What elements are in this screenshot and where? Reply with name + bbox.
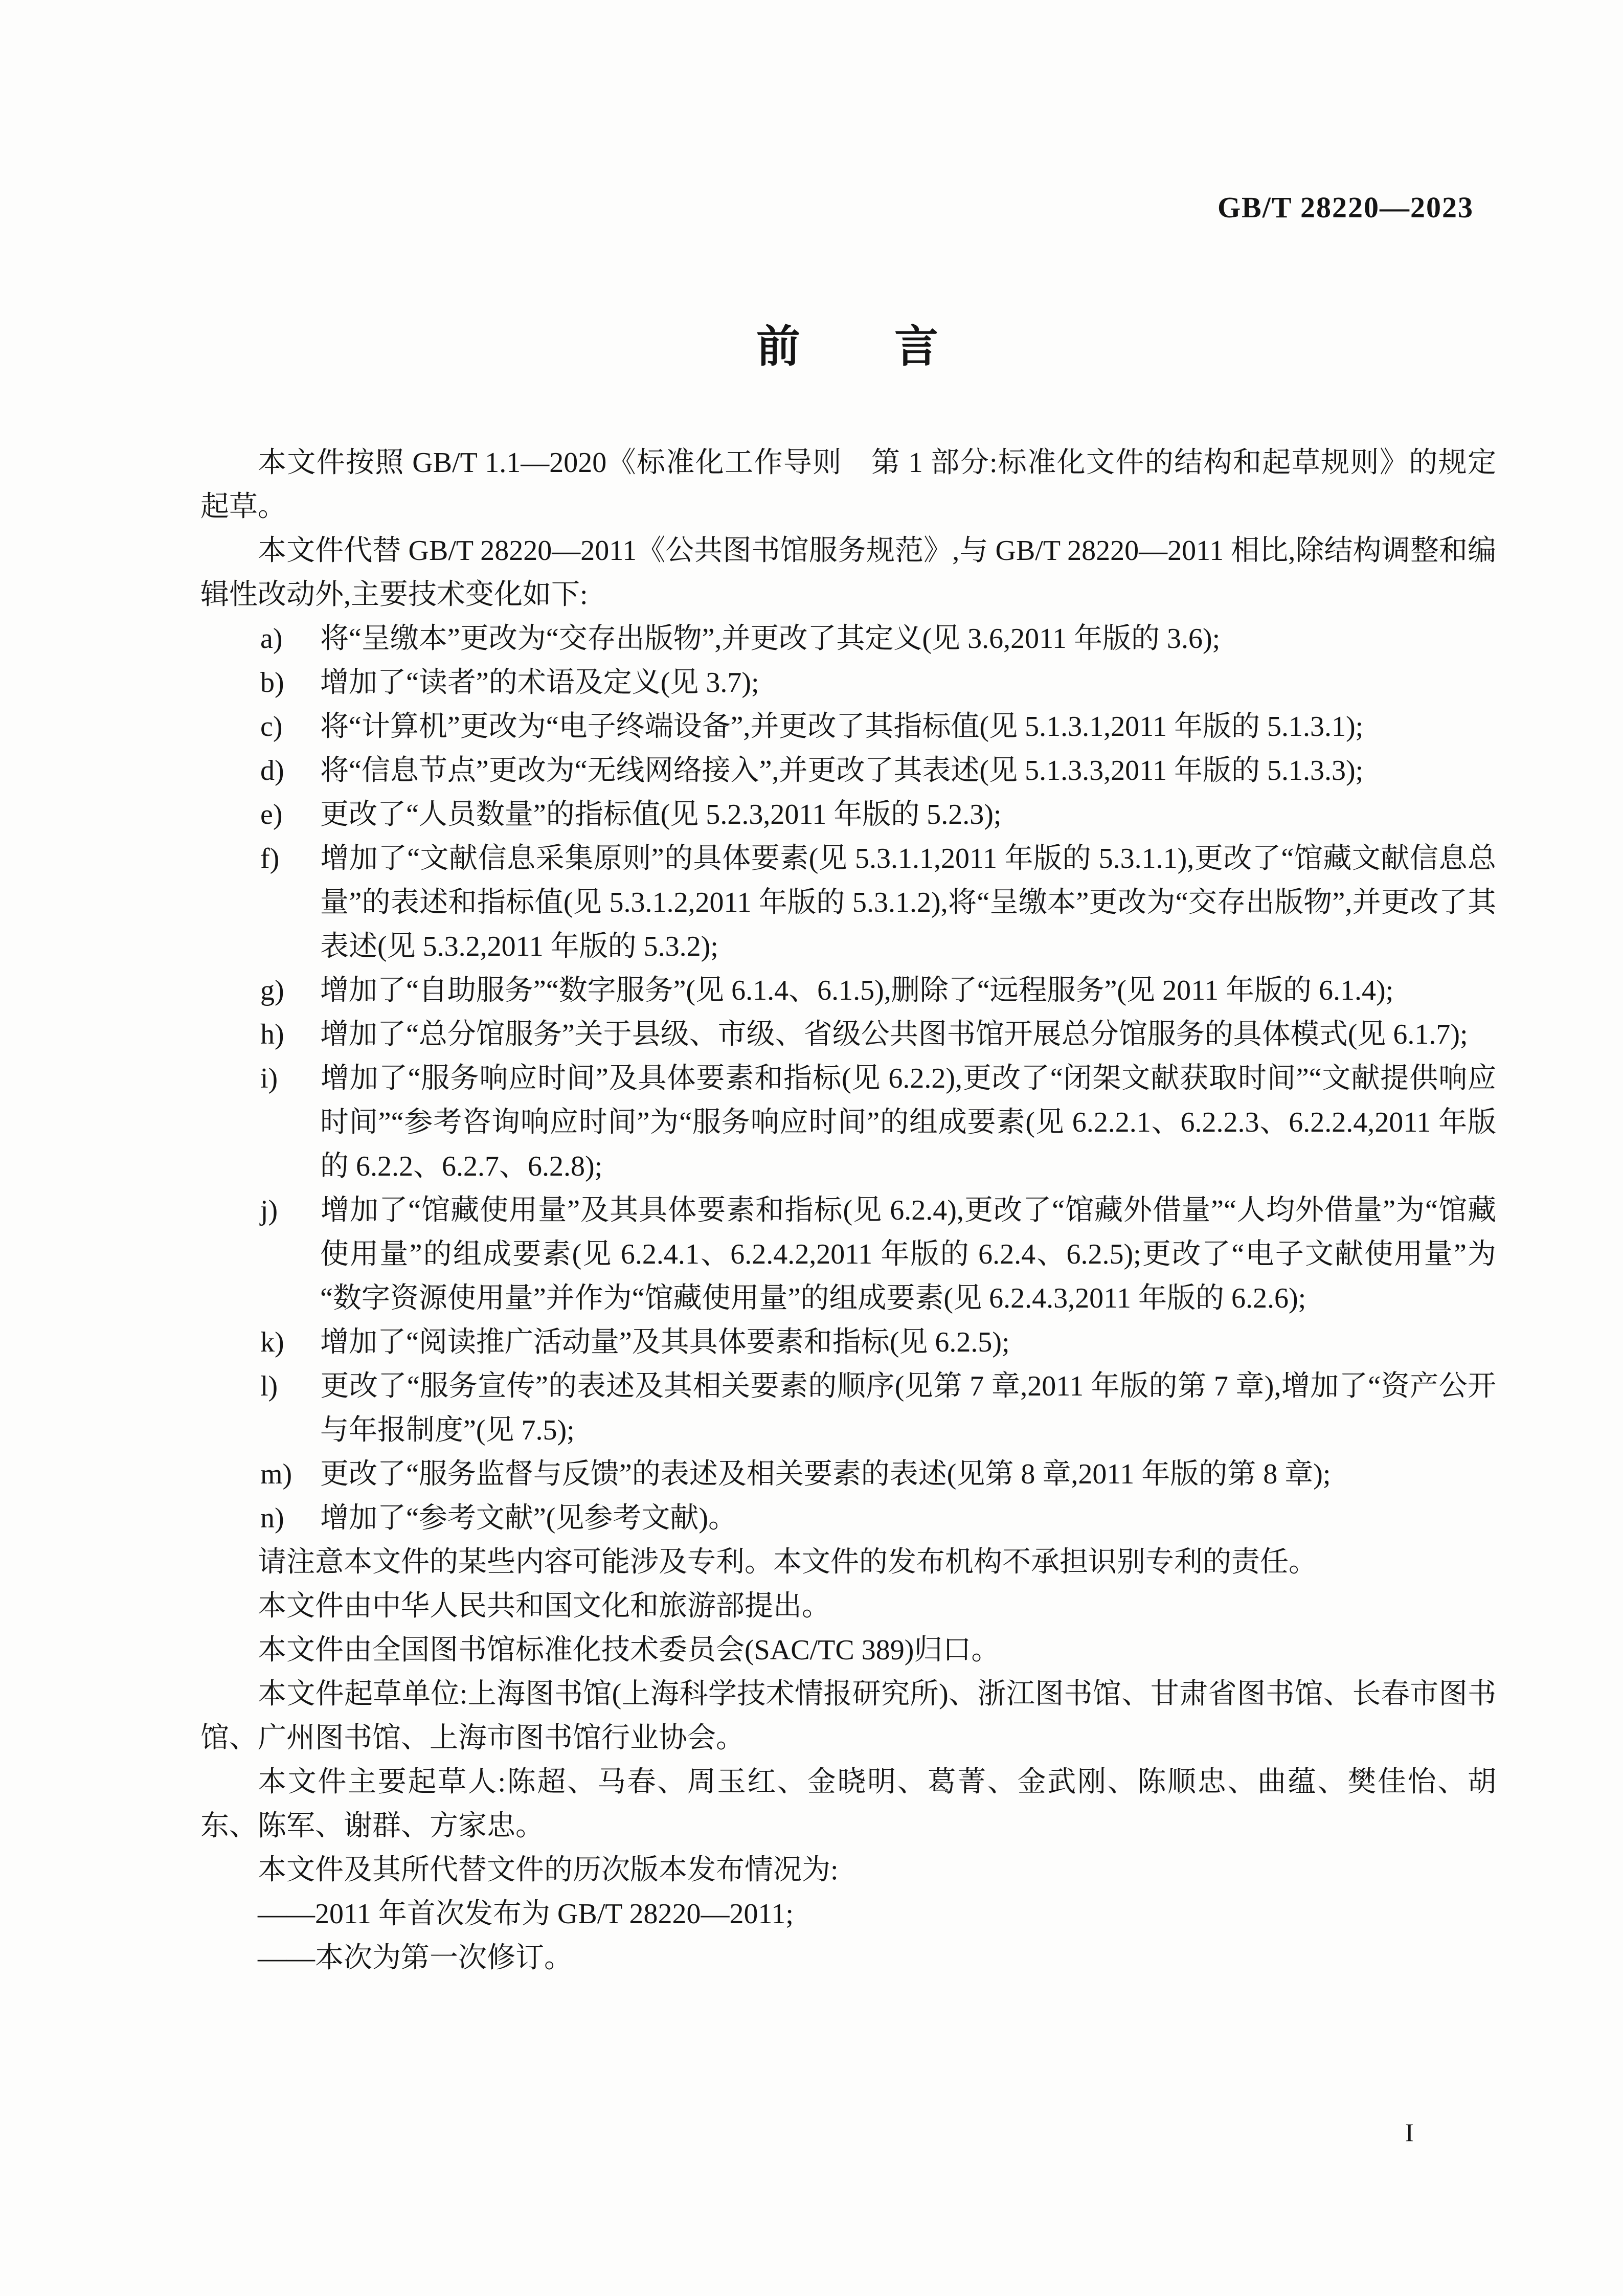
change-text: 增加了“文献信息采集原则”的具体要素(见 5.3.1.1,2011 年版的 5.3.1.1),更改了“馆藏文献信息总量”的表述和指标值(见 5.3.1.2,2011 年版的 5.3.1.2),将“呈缴本”更改为“交存出版物”,并更改了其表述(见 5.3.2,2011 年版的 5.3.2);: [320, 843, 1496, 962]
change-item-h: [200, 1012, 1496, 1056]
change-item-j: [200, 1188, 1496, 1320]
change-label: h): [260, 1019, 284, 1050]
standard-number: GB/T 28220—2023: [1217, 191, 1474, 224]
change-item-g: [200, 969, 1496, 1012]
change-text: 增加了“参考文献”(见参考文献)。: [320, 1502, 737, 1534]
change-label: k): [260, 1326, 284, 1358]
change-text: 增加了“读者”的术语及定义(见 3.7);: [320, 667, 759, 699]
change-item-c: [200, 705, 1496, 749]
change-label: b): [260, 667, 284, 699]
change-label: g): [260, 975, 284, 1006]
history-entry-revision: ——本次为第一次修订。: [258, 1942, 573, 1974]
committee-line: 本文件由全国图书馆标准化技术委员会(SAC/TC 389)归口。: [258, 1634, 1000, 1666]
change-label: l): [260, 1370, 278, 1402]
change-label: f): [260, 843, 280, 874]
change-item-n: [200, 1496, 1496, 1540]
change-text: 将“信息节点”更改为“无线网络接入”,并更改了其表述(见 5.1.3.3,2011 年版的 5.1.3.3);: [320, 755, 1364, 786]
change-label: d): [260, 755, 284, 786]
change-label: e): [260, 799, 283, 830]
change-text: 更改了“服务宣传”的表述及其相关要素的顺序(见第 7 章,2011 年版的第 7 章),增加了“资产公开与年报制度”(见 7.5);: [320, 1370, 1496, 1446]
change-text: 增加了“服务响应时间”及具体要素和指标(见 6.2.2),更改了“闭架文献获取时间”“文献提供响应时间”“参考咨询响应时间”为“服务响应时间”的组成要素(见 6.2.2.1、6.2.2.3、6.2.2.4,2011 年版的 6.2.2、6.2.7、6.2.8);: [320, 1063, 1496, 1182]
change-text: 将“呈缴本”更改为“交存出版物”,并更改了其定义(见 3.6,2011 年版的 3.6);: [320, 623, 1221, 655]
change-text: 更改了“服务监督与反馈”的表述及相关要素的表述(见第 8 章,2011 年版的第 8 章);: [320, 1458, 1331, 1490]
intro-paragraph: 本文件按照 GB/T 1.1—2020《标准化工作导则 第 1 部分:标准化文件的结构和起草规则》的规定起草。: [200, 447, 1496, 523]
change-text: 增加了“自助服务”“数字服务”(见 6.1.4、6.1.5),删除了“远程服务”(见 2011 年版的 6.1.4);: [320, 975, 1394, 1006]
change-label: i): [260, 1063, 278, 1094]
change-label: c): [260, 711, 283, 742]
change-label: a): [260, 623, 283, 655]
change-item-e: [200, 793, 1496, 837]
drafting-units-line: 本文件起草单位:上海图书馆(上海科学技术情报研究所)、浙江图书馆、甘肃省图书馆、长春市图书馆、广州图书馆、上海市图书馆行业协会。: [200, 1678, 1496, 1754]
drafters-line: 本文件主要起草人:陈超、马春、周玉红、金晓明、葛菁、金武刚、陈顺忠、曲蕴、樊佳怡、胡东、陈军、谢群、方家忠。: [200, 1766, 1496, 1842]
change-text: 更改了“人员数量”的指标值(见 5.2.3,2011 年版的 5.2.3);: [320, 799, 1002, 830]
change-label: j): [260, 1195, 278, 1226]
history-intro-line: 本文件及其所代替文件的历次版本发布情况为:: [258, 1854, 839, 1886]
page-title: 前 言: [756, 322, 940, 371]
change-item-k: [200, 1320, 1496, 1364]
proposer-line: 本文件由中华人民共和国文化和旅游部提出。: [258, 1590, 830, 1622]
change-item-l: [200, 1364, 1496, 1452]
page-number: I: [1405, 2118, 1414, 2147]
change-item-b: [200, 661, 1496, 705]
change-item-f: [200, 837, 1496, 969]
change-label: n): [260, 1502, 284, 1534]
change-label: m): [260, 1458, 292, 1490]
change-item-d: [200, 749, 1496, 793]
change-text: 增加了“阅读推广活动量”及其具体要素和指标(见 6.2.5);: [320, 1326, 1010, 1358]
document-body: [200, 441, 1496, 1980]
intro-paragraph: 本文件代替 GB/T 28220—2011《公共图书馆服务规范》,与 GB/T 28220—2011 相比,除结构调整和编辑性改动外,主要技术变化如下:: [200, 535, 1496, 611]
history-entry-2011: ——2011 年首次发布为 GB/T 28220—2011;: [258, 1898, 794, 1930]
patent-notice: 请注意本文件的某些内容可能涉及专利。本文件的发布机构不承担识别专利的责任。: [258, 1546, 1317, 1578]
change-text: 增加了“总分馆服务”关于县级、市级、省级公共图书馆开展总分馆服务的具体模式(见 6.1.7);: [320, 1019, 1468, 1050]
change-item-i: [200, 1056, 1496, 1188]
change-text: 增加了“馆藏使用量”及其具体要素和指标(见 6.2.4),更改了“馆藏外借量”“人均外借量”为“馆藏使用量”的组成要素(见 6.2.4.1、6.2.4.2,2011 年版的 6.2.4、6.2.5);更改了“电子文献使用量”为“数字资源使用量”并作为“馆藏使用量”的组成要素(见 6.2.4.3,2011 年版的 6.2.6);: [320, 1195, 1496, 1314]
change-item-m: [200, 1452, 1496, 1496]
change-text: 将“计算机”更改为“电子终端设备”,并更改了其指标值(见 5.1.3.1,2011 年版的 5.1.3.1);: [320, 711, 1364, 742]
change-item-a: [200, 617, 1496, 661]
